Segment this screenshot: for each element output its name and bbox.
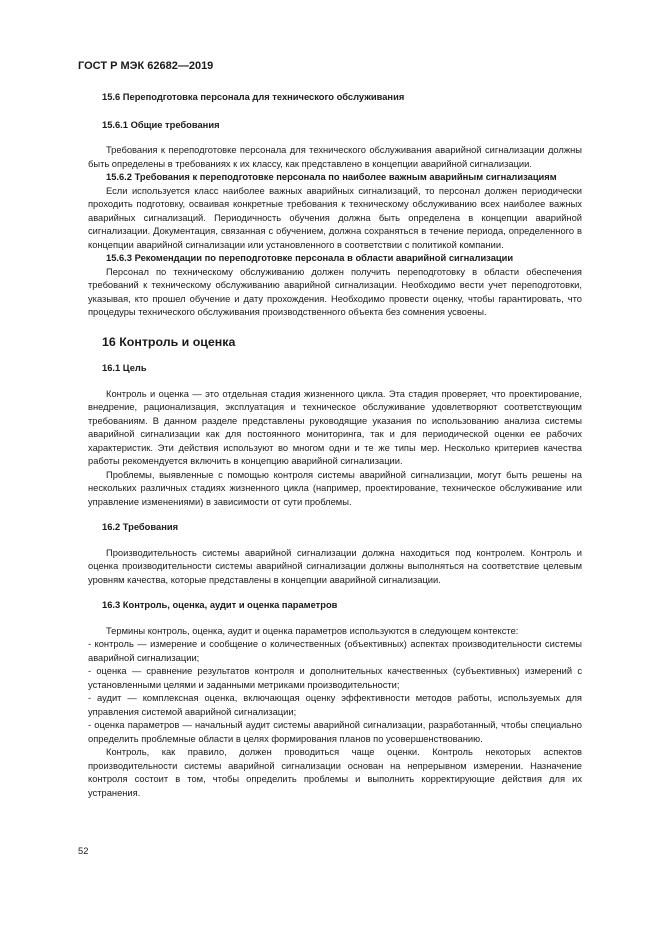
section-16-3-intro: Термины контроль, оценка, аудит и оценка параметров используются в следующем контексте: — [106, 625, 519, 636]
section-16-2-text: Производительность системы аварийной сигнализации должна находиться под контролем. Контроль и оценка производительности системы аварийной сигнализации должны выполняться на соответствие целевым уровням качества, которые представлены в концепции аварийной сигнализации. — [88, 547, 582, 585]
section-15-6-2-text: Если используется класс наиболее важных аварийных сигнализаций, то персонал должен периодически проходить подготовку, осваивая конкретные требования к техническому обслуживанию всех наиболее важных аварийных сигнализаций. Периодичность обучения должна быть определена в концепции аварийной сигнализации. Документация, связанная с обучением, должна сохраняться в течение периода, определенного в концепции аварийной сигнализации или установленного в соответствии с политикой компании. — [88, 185, 582, 250]
document-code: ГОСТ Р МЭК 62682—2019 — [78, 60, 214, 72]
list-item: - аудит — комплексная оценка, включающая оценку эффективности методов работы, используемых для управления системой аварийной сигнализации; — [88, 693, 582, 717]
list-item: - оценка параметров — начальный аудит системы аварийной сигнализации, разработанный, чтобы специально определить проблемные области в целях формирования планов по усовершенствованию. — [88, 720, 582, 744]
list-item: - оценка — сравнение результатов контроля и дополнительных качественных (субъективных) измерений с установленными целями и заданными метриками производительности; — [88, 666, 582, 690]
section-16-1-title: 16.1 Цель — [102, 363, 147, 373]
document-body — [88, 91, 582, 800]
section-15-6-title: 15.6 Переподготовка персонала для технического обслуживания — [102, 92, 405, 102]
section-16-1-text-1: Контроль и оценка — это отдельная стадия жизненного цикла. Эта стадия проверяет, что проектирование, внедрение, рационализация, эксплуатация и техническое обслуживание удовлетворяют соответствующим требованиям. В данном разделе представлены руководящие указания по использованию анализа системы аварийной сигнализации как для постоянного мониторинга, так и для периодической оценки ее рабочих характеристик. Эти действия используют во многом одни и те же типы мер. Несколько критериев качества работы рекомендуется включить в концепцию аварийной сигнализации. — [88, 388, 582, 466]
section-16-1-text-2: Проблемы, выявленные с помощью контроля системы аварийной сигнализации, могут быть решены на нескольких различных стадиях жизненного цикла (например, проектирование, техническое обслуживание или управление изменениями) в зависимости от сути проблемы. — [88, 469, 582, 507]
section-15-6-1-text: Требования к переподготовке персонала для технического обслуживания аварийной сигнализации должны быть определены в требованиях к их классу, как представлено в концепции аварийной сигнализации. — [88, 145, 582, 169]
section-16-3-title: 16.3 Контроль, оценка, аудит и оценка параметров — [102, 600, 338, 610]
section-16-title: 16 Контроль и оценка — [102, 334, 236, 349]
list-item: - контроль — измерение и сообщение о количественных (объективных) аспектах производительности системы аварийной сигнализации; — [88, 639, 582, 663]
section-16-2-title: 16.2 Требования — [102, 522, 179, 532]
page-number: 52 — [78, 846, 89, 856]
section-15-6-3-text: Персонал по техническому обслуживанию должен получить переподготовку в области обеспечения требований к техническому обслуживанию аварийной сигнализации. Необходимо вести учет переподготовки, указывая, кто прошел обучение и дату прохождения. Необходимо провести оценку, чтобы гарантировать, что процедуры технического обслуживания производственного объекта без сомнения усвоены. — [88, 266, 582, 317]
section-16-3-text-end: Контроль, как правило, должен проводиться чаще оценки. Контроль некоторых аспектов производительности системы аварийной сигнализации основан на непрерывном измерении. Назначение контроля состоит в том, чтобы определить проблемы и выполнить корректирующие действия для их устранения. — [88, 747, 582, 798]
section-15-6-3-title: 15.6.3 Рекомендации по переподготовке персонала в области аварийной сигнализации — [106, 253, 514, 263]
section-15-6-2-title: 15.6.2 Требования к переподготовке персонала по наиболее важным аварийным сигнализациям — [106, 172, 557, 182]
section-15-6-1-title: 15.6.1 Общие требования — [102, 119, 220, 130]
